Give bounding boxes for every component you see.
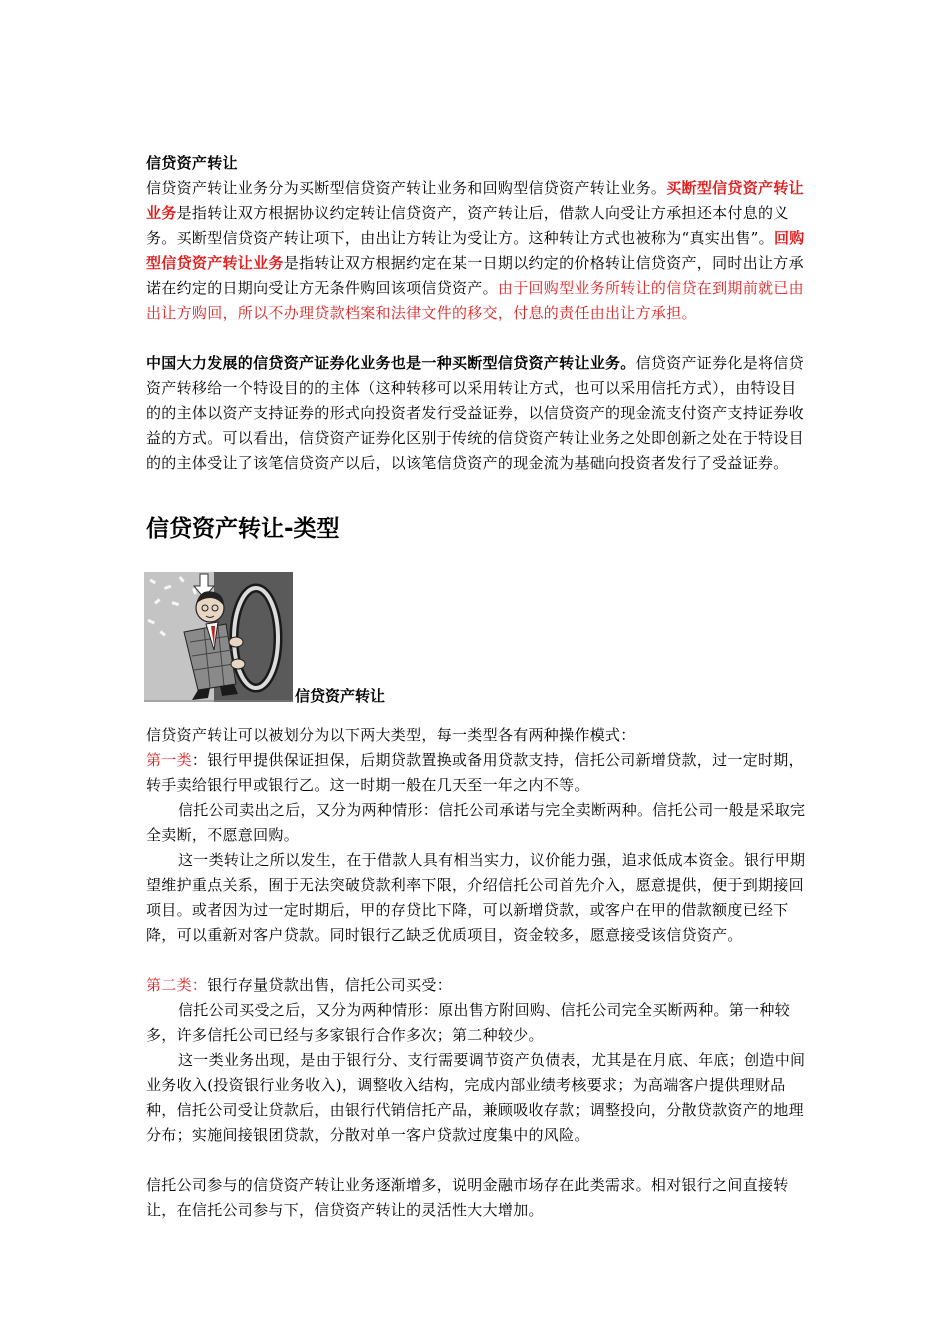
paragraph-securitization <box>146 351 806 476</box>
paragraph-type1 <box>146 748 806 798</box>
text-run-bold: 中国大力发展的信贷资产证券化业务也是一种买断型信贷资产转让业务。 <box>146 354 636 372</box>
text-run: 银行存量贷款出售，信托公司买受： <box>207 976 453 994</box>
image-caption: 信贷资产转让 <box>295 687 386 705</box>
text-run-red: 由于回购型业务所转让的信贷在到期前就已由出让方购回，所以不办理贷款档案和法律文件的移交，付息的责任由出让方承担。 <box>146 279 804 322</box>
term-buyout-transfer: 买断型信贷资产转让业务 <box>146 179 804 222</box>
paragraph-type2 <box>146 973 806 998</box>
section-heading: 信贷资产转让 <box>146 154 238 172</box>
text-run: 是指转让双方根据约定在某一日期以约定的价格转让信贷资产，同时出让方承诺在约定的日期向受让方无条件购回该项信贷资产。 <box>146 254 804 297</box>
type1-label: 第一类 <box>146 751 192 769</box>
text-run: 信贷资产转让业务分为买断型信贷资产转让业务和回购型信贷资产转让业务。 <box>146 179 667 197</box>
section-title: 信贷资产转让-类型 <box>146 516 340 542</box>
paragraph-type1-detail: 信托公司卖出之后，又分为两种情形：信托公司承诺与完全卖断两种。信托公司一般是采取完全卖断，不愿意回购。 <box>146 801 806 844</box>
text-run: 信贷资产证券化是将信贷资产转移给一个特设目的的主体（这种转移可以采用转让方式，也可以采用信托方式），由特设目的的主体以资产支持证券的形式向投资者发行受益证券，以信贷资产的现金流支付资产支持证券收益的方式。可以看出，信贷资产证券化区别于传统的信贷资产转让业务之处即创新之处在于特设目的的主体受让了该笔信贷资产以后，以该笔信贷资产的现金流为基础向投资者发行了受益证券。 <box>146 354 804 472</box>
paragraph-transfer-types <box>146 176 806 326</box>
text-run: 是指转让双方根据协议约定转让信贷资产，资产转让后，借款人向受让方承担还本付息的义务。买断型信贷资产转让项下，由出让方转让为受让方。这种转让方式也被称为“真实出售”。 <box>146 204 789 247</box>
paragraph-intro: 信贷资产转让可以被划分为以下两大类型，每一类型各有两种操作模式： <box>146 726 636 744</box>
type2-label: 第二类： <box>146 976 208 994</box>
businessman-ring-icon <box>144 572 293 702</box>
paragraph-type2-reason: 这一类业务出现，是由于银行分、支行需要调节资产负债表，尤其是在月底、年底；创造中间业务收入(投资银行业务收入)，调整收入结构，完成内部业绩考核要求；为高端客户提供理财品种，信托公司受让贷款后，由银行代销信托产品，兼顾吸收存款；调整投向，分散贷款资产的地理分布；实施间接银团贷款，分散对单一客户贷款过度集中的风险。 <box>146 1051 806 1144</box>
cartoon-illustration <box>144 572 293 702</box>
paragraph-closing: 信托公司参与的信贷资产转让业务逐渐增多，说明金融市场存在此类需求。相对银行之间直接转让，在信托公司参与下，信贷资产转让的灵活性大大增加。 <box>146 1176 789 1219</box>
paragraph-type2-detail: 信托公司买受之后，又分为两种情形：原出售方附回购、信托公司完全买断两种。第一种较多，许多信托公司已经与多家银行合作多次；第二种较少。 <box>146 1001 791 1044</box>
paragraph-type1-reason: 这一类转让之所以发生，在于借款人具有相当实力，议价能力强，追求低成本资金。银行甲期望维护重点关系，囿于无法突破贷款利率下限，介绍信托公司首先介入，愿意提供，便于到期接回项目。或者因为过一定时期后，甲的存贷比下降，可以新增贷款，或客户在甲的借款额度已经下降，可以重新对客户贷款。同时银行乙缺乏优质项目，资金较多，愿意接受该信贷资产。 <box>146 851 806 944</box>
term-repo-transfer: 回购型信贷资产转让业务 <box>146 229 805 272</box>
text-run: ：银行甲提供保证担保，后期贷款置换或备用贷款支持，信托公司新增贷款，过一定时期，转手卖给银行甲或银行乙。这一时期一般在几天至一年之内不等。 <box>146 751 804 794</box>
